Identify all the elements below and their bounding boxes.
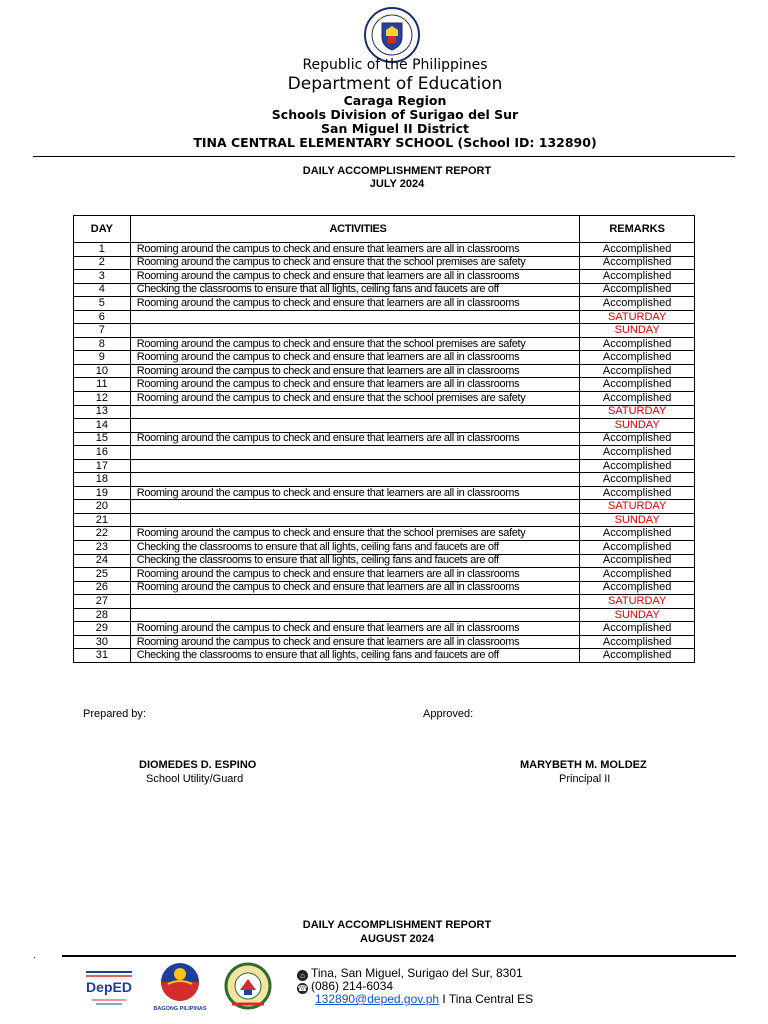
- remark-cell: Accomplished: [580, 364, 695, 378]
- day-cell: 14: [74, 419, 131, 433]
- table-row: [74, 513, 695, 527]
- remark-cell: Accomplished: [580, 527, 695, 541]
- email-link[interactable]: 132890@deped.gov.ph: [315, 992, 440, 1006]
- table-row: [74, 608, 695, 622]
- preparer-position: School Utility/Guard: [146, 773, 244, 785]
- remark-cell: Accomplished: [580, 554, 695, 568]
- day-cell: 26: [74, 581, 131, 595]
- table-row: [74, 500, 695, 514]
- day-cell: 24: [74, 554, 131, 568]
- remark-cell: Accomplished: [580, 432, 695, 446]
- day-cell: 20: [74, 500, 131, 514]
- remark-cell: Accomplished: [580, 568, 695, 582]
- remark-cell: SUNDAY: [580, 513, 695, 527]
- table-row: [74, 283, 695, 297]
- table-row: [74, 432, 695, 446]
- table-row: [74, 568, 695, 582]
- approver-name: MARYBETH M. MOLDEZ: [520, 759, 647, 771]
- approver-position: Principal II: [559, 773, 611, 785]
- preparer-name: DIOMEDES D. ESPINO: [139, 759, 257, 771]
- day-cell: 16: [74, 446, 131, 460]
- bagong-pilipinas-logo: [150, 960, 210, 1012]
- remark-cell: Accomplished: [580, 378, 695, 392]
- department-line: Department of Education: [287, 74, 503, 94]
- school-line: TINA CENTRAL ELEMENTARY SCHOOL (School ID: 132890): [193, 135, 597, 150]
- activity-cell: [130, 595, 580, 609]
- activity-cell: [130, 324, 580, 338]
- accomplishment-table: [73, 215, 695, 663]
- remark-cell: Accomplished: [580, 283, 695, 297]
- day-cell: 21: [74, 513, 131, 527]
- bagong-pilipinas-text: BAGONG PILIPINAS: [153, 1006, 207, 1012]
- deped-seal-logo: [360, 6, 424, 64]
- table-row: [74, 581, 695, 595]
- table-row: [74, 405, 695, 419]
- approved-label: Approved:: [423, 708, 474, 720]
- table-row: [74, 595, 695, 609]
- table-row: [74, 622, 695, 636]
- day-cell: 4: [74, 283, 131, 297]
- activity-cell: Rooming around the campus to check and ensure that learners are all in classrooms: [130, 486, 580, 500]
- day-cell: 22: [74, 527, 131, 541]
- activity-cell: [130, 513, 580, 527]
- day-cell: 3: [74, 270, 131, 284]
- activity-cell: [130, 473, 580, 487]
- division-line: Schools Division of Surigao del Sur: [271, 107, 519, 122]
- day-cell: 7: [74, 324, 131, 338]
- table-row: [74, 392, 695, 406]
- remark-cell: Accomplished: [580, 351, 695, 365]
- activity-cell: Checking the classrooms to ensure that all lights, ceiling fans and faucets are off: [130, 541, 580, 555]
- remark-cell: Accomplished: [580, 581, 695, 595]
- day-cell: 29: [74, 622, 131, 636]
- day-cell: 27: [74, 595, 131, 609]
- next-report-period: AUGUST 2024: [360, 933, 434, 945]
- day-cell: 12: [74, 392, 131, 406]
- table-row: [74, 486, 695, 500]
- remark-cell: Accomplished: [580, 337, 695, 351]
- activity-cell: Rooming around the campus to check and ensure that learners are all in classrooms: [130, 297, 580, 311]
- remarks-column-header: REMARKS: [580, 216, 695, 243]
- activity-cell: Rooming around the campus to check and ensure that learners are all in classrooms: [130, 364, 580, 378]
- remark-cell: SATURDAY: [580, 405, 695, 419]
- table-row: [74, 351, 695, 365]
- remark-cell: Accomplished: [580, 297, 695, 311]
- day-cell: 19: [74, 486, 131, 500]
- remark-cell: Accomplished: [580, 486, 695, 500]
- region-line: Caraga Region: [343, 93, 447, 108]
- day-cell: 28: [74, 608, 131, 622]
- phone-icon: ☎: [297, 984, 308, 993]
- remark-cell: Accomplished: [580, 541, 695, 555]
- day-cell: 10: [74, 364, 131, 378]
- remark-cell: SATURDAY: [580, 310, 695, 324]
- activity-cell: [130, 405, 580, 419]
- activity-cell: [130, 608, 580, 622]
- table-row: [74, 378, 695, 392]
- remark-cell: SUNDAY: [580, 419, 695, 433]
- activity-cell: Rooming around the campus to check and ensure that learners are all in classrooms: [130, 270, 580, 284]
- email-line: [315, 992, 533, 1006]
- remark-cell: Accomplished: [580, 649, 695, 663]
- activities-column-header: ACTIVITIES: [130, 216, 580, 243]
- activity-cell: Rooming around the campus to check and ensure that learners are all in classrooms: [130, 581, 580, 595]
- activity-cell: Rooming around the campus to check and ensure that the school premises are safety: [130, 256, 580, 270]
- report-period: JULY 2024: [369, 178, 425, 190]
- republic-line: Republic of the Philippines: [302, 57, 488, 73]
- table-row: [74, 446, 695, 460]
- address-text: Tina, San Miguel, Surigao del Sur, 8301: [311, 966, 523, 980]
- day-cell: 13: [74, 405, 131, 419]
- table-row: [74, 541, 695, 555]
- table-row: [74, 459, 695, 473]
- footer-bullet: .: [33, 950, 36, 961]
- table-row: [74, 419, 695, 433]
- activity-cell: Rooming around the campus to check and ensure that the school premises are safety: [130, 392, 580, 406]
- activity-cell: Checking the classrooms to ensure that all lights, ceiling fans and faucets are off: [130, 554, 580, 568]
- remark-cell: SATURDAY: [580, 595, 695, 609]
- activity-cell: Rooming around the campus to check and ensure that learners are all in classrooms: [130, 635, 580, 649]
- next-report-title: DAILY ACCOMPLISHMENT REPORT: [302, 919, 492, 931]
- activity-cell: Rooming around the campus to check and ensure that learners are all in classrooms: [130, 622, 580, 636]
- table-row: [74, 297, 695, 311]
- day-cell: 9: [74, 351, 131, 365]
- table-row: [74, 270, 695, 284]
- school-logo: [222, 962, 274, 1012]
- remark-cell: SATURDAY: [580, 500, 695, 514]
- footer-divider: [62, 955, 736, 957]
- table-row: [74, 649, 695, 663]
- day-cell: 1: [74, 243, 131, 257]
- day-cell: 11: [74, 378, 131, 392]
- table-row: [74, 527, 695, 541]
- deped-logo: [82, 966, 136, 1010]
- remark-cell: Accomplished: [580, 243, 695, 257]
- activity-cell: Rooming around the campus to check and ensure that learners are all in classrooms: [130, 243, 580, 257]
- remark-cell: Accomplished: [580, 392, 695, 406]
- home-icon: ⌂: [297, 970, 308, 981]
- remark-cell: Accomplished: [580, 473, 695, 487]
- remark-cell: Accomplished: [580, 256, 695, 270]
- activity-cell: Rooming around the campus to check and ensure that the school premises are safety: [130, 337, 580, 351]
- remark-cell: Accomplished: [580, 270, 695, 284]
- phone-text: (086) 214-6034: [311, 979, 394, 993]
- table-row: [74, 256, 695, 270]
- activity-cell: Rooming around the campus to check and ensure that learners are all in classrooms: [130, 568, 580, 582]
- activity-cell: [130, 446, 580, 460]
- activity-cell: [130, 500, 580, 514]
- report-title: DAILY ACCOMPLISHMENT REPORT: [302, 165, 492, 177]
- day-cell: 30: [74, 635, 131, 649]
- activity-cell: Rooming around the campus to check and ensure that learners are all in classrooms: [130, 432, 580, 446]
- table-row: [74, 364, 695, 378]
- day-column-header: DAY: [74, 216, 131, 243]
- activity-cell: [130, 310, 580, 324]
- header-divider: [33, 156, 735, 157]
- remark-cell: Accomplished: [580, 459, 695, 473]
- activity-cell: Rooming around the campus to check and ensure that learners are all in classrooms: [130, 351, 580, 365]
- table-row: [74, 243, 695, 257]
- activity-cell: [130, 419, 580, 433]
- table-header-row: [74, 216, 695, 243]
- email-suffix: I Tina Central ES: [439, 992, 534, 1006]
- day-cell: 18: [74, 473, 131, 487]
- remark-cell: Accomplished: [580, 446, 695, 460]
- table-row: [74, 554, 695, 568]
- activity-cell: Rooming around the campus to check and ensure that the school premises are safety: [130, 527, 580, 541]
- remark-cell: Accomplished: [580, 622, 695, 636]
- activity-cell: Rooming around the campus to check and ensure that learners are all in classrooms: [130, 378, 580, 392]
- activity-cell: Checking the classrooms to ensure that all lights, ceiling fans and faucets are off: [130, 283, 580, 297]
- table-row: [74, 310, 695, 324]
- table-row: [74, 473, 695, 487]
- table-row: [74, 337, 695, 351]
- day-cell: 5: [74, 297, 131, 311]
- day-cell: 25: [74, 568, 131, 582]
- day-cell: 15: [74, 432, 131, 446]
- activity-cell: [130, 459, 580, 473]
- day-cell: 17: [74, 459, 131, 473]
- activity-cell: Checking the classrooms to ensure that all lights, ceiling fans and faucets are off: [130, 649, 580, 663]
- remark-cell: SUNDAY: [580, 608, 695, 622]
- day-cell: 23: [74, 541, 131, 555]
- table-row: [74, 635, 695, 649]
- district-line: San Miguel II District: [321, 121, 469, 136]
- prepared-by-label: Prepared by:: [83, 708, 146, 720]
- remark-cell: SUNDAY: [580, 324, 695, 338]
- day-cell: 31: [74, 649, 131, 663]
- day-cell: 6: [74, 310, 131, 324]
- table-row: [74, 324, 695, 338]
- day-cell: 2: [74, 256, 131, 270]
- deped-logo-text: DepED: [86, 979, 132, 995]
- day-cell: 8: [74, 337, 131, 351]
- remark-cell: Accomplished: [580, 635, 695, 649]
